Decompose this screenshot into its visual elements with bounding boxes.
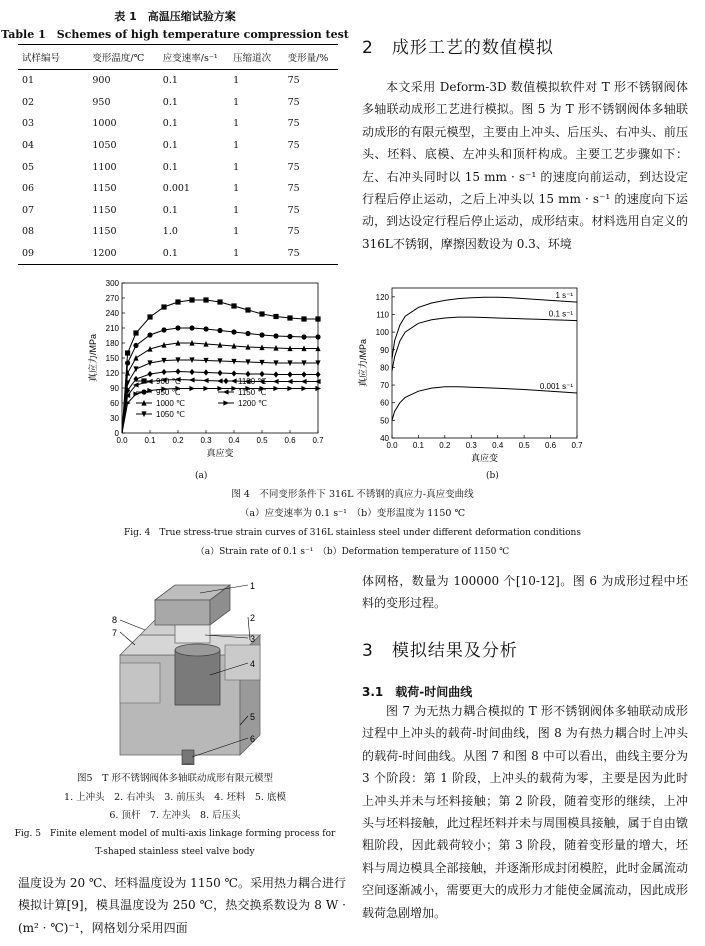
front-press-head	[175, 625, 210, 643]
callout-8: 8	[112, 615, 118, 625]
x-tick-label: 0.1	[144, 436, 156, 445]
data-point	[141, 389, 146, 394]
x-axis-label: 真应变	[470, 453, 499, 463]
table-cell: 75	[287, 183, 300, 195]
fig5-legend-2: 6. 顶杆 7. 左冲头 8. 后压头	[109, 810, 241, 821]
x-tick-label: 0.0	[116, 436, 128, 445]
table-cell: 1150	[92, 204, 117, 216]
table-cell: 0.1	[162, 118, 178, 130]
data-point	[315, 371, 320, 377]
y-tick-label: 0	[114, 429, 119, 438]
compression-test-table	[18, 44, 338, 265]
data-point	[231, 303, 236, 308]
fig4-caption-en: Fig. 4 True stress-true strain curves of 316L stainless steel under different deformation conditions	[124, 528, 581, 538]
table-cell: 900	[92, 75, 111, 87]
callout-6: 6	[250, 734, 256, 744]
table-cell: 1	[233, 204, 240, 216]
left-punch	[120, 663, 160, 703]
series	[122, 357, 321, 433]
fig4-subcaption-en: （a）Strain rate of 0.1 s⁻¹ （b）Deformation temperature of 1150 ℃	[195, 547, 510, 557]
data-point	[189, 297, 194, 302]
x-tick-label: 0.4	[228, 436, 240, 445]
table-cell: 0.001	[162, 183, 190, 195]
y-tick-label: 80	[380, 363, 389, 373]
fig5-caption-en-2: T-shaped stainless steel valve body	[95, 847, 255, 857]
section2-paragraph: 本文采用 Deform-3D 数值模拟软件对 T 形不锈钢阀体多轴联动成形工艺进行模拟。图 5 为 T 形不锈钢阀体多轴联动成形的有限元模型，主要由上冲头、后压头、右冲头、前压头、坯料、底模、左冲头和顶杆构成。主要工艺步骤如下：左、右冲头同时以 15 mm · s⁻¹ 的速度向前运动，到达设定行程后停止运动，之后上冲头以 15 mm · s⁻¹ 的速度向下运动，到达设定行程后停止运动，成形结束。材料选用自定义的316L不锈钢，摩擦因数设为 0.3、环境	[362, 80, 688, 251]
x-tick-label: 0.4	[492, 441, 504, 450]
data-point	[273, 333, 278, 338]
table-cell: 1000	[92, 118, 117, 130]
legend-entry: 1200 ℃	[238, 399, 268, 408]
data-point	[231, 329, 236, 334]
table-row	[18, 156, 338, 178]
y-tick-label: 110	[376, 310, 389, 320]
chart-b-stress-strain-rate	[350, 280, 600, 480]
legend	[136, 377, 267, 419]
section2-text	[362, 76, 688, 255]
right-mid-text	[362, 570, 688, 615]
plot-frame	[122, 283, 318, 433]
fig5-caption-en-1: Fig. 5 Finite element model of multi-axis linkage forming process for	[14, 829, 336, 839]
data-point	[273, 371, 278, 377]
data-point	[315, 316, 320, 321]
x-tick-label: 0.2	[172, 436, 184, 445]
y-tick-label: 210	[105, 324, 119, 333]
data-point	[217, 386, 223, 391]
y-tick-label: 120	[105, 369, 119, 378]
table-cell: 02	[22, 96, 35, 108]
data-point	[175, 325, 180, 330]
table-header-cell: 试样编号	[18, 45, 88, 70]
data-point	[203, 297, 208, 302]
series-label: 0.001 s⁻¹	[539, 382, 573, 391]
data-point	[189, 377, 195, 382]
table-cell: 75	[287, 226, 300, 238]
table-cell: 09	[18, 243, 88, 265]
data-point	[189, 386, 195, 391]
panel-a-label: (a)	[195, 471, 208, 481]
y-tick-label: 180	[105, 339, 119, 348]
data-point	[301, 386, 307, 391]
table-body	[18, 70, 338, 265]
data-point	[287, 315, 292, 320]
legend-entry: 1150 ℃	[238, 388, 267, 397]
data-point	[147, 332, 152, 337]
x-tick-label: 0.7	[571, 441, 583, 450]
data-point	[217, 328, 222, 333]
table-cell: 1.0	[162, 226, 178, 238]
data-point	[301, 371, 306, 377]
ejector-rod	[182, 750, 194, 765]
x-axis-label: 真应变	[206, 448, 234, 458]
table-row	[18, 178, 338, 200]
y-tick-label: 120	[375, 292, 389, 302]
y-tick-label: 270	[105, 294, 119, 303]
data-point	[273, 386, 279, 391]
y-tick-label: 70	[380, 381, 389, 391]
y-tick-label: 300	[105, 279, 119, 288]
fig4-caption-cn: 图 4 不同变形条件下 316L 不锈钢的真应力-真应变曲线	[231, 489, 474, 500]
x-tick-label: 0.0	[386, 441, 398, 450]
data-point	[287, 334, 292, 339]
billet	[175, 650, 220, 705]
table-row	[18, 200, 338, 222]
left-bottom-paragraph: 温度设为 20 ℃、坯料温度设为 1150 ℃。采用热力耦合进行模拟计算[9]，模具温度设为 250 ℃，热交换系数设为 8 W · (m² · ℃)⁻¹，网格划分采用四面	[18, 876, 346, 935]
data-point	[231, 370, 236, 376]
y-tick-label: 40	[380, 434, 389, 443]
table-cell: 06	[22, 183, 35, 195]
data-point	[125, 350, 130, 355]
fe-model-figure	[100, 575, 280, 765]
panel-b-label: (b)	[486, 471, 499, 481]
series	[122, 386, 321, 433]
y-axis-label: 真应力/MPa	[358, 338, 368, 388]
x-tick-label: 0.1	[412, 441, 424, 450]
legend-entry: 1000 ℃	[156, 399, 186, 408]
table-cell: 0.1	[162, 96, 178, 108]
data-point	[133, 343, 138, 348]
x-tick-label: 0.2	[439, 441, 451, 450]
table-row	[18, 113, 338, 135]
table-cell: 1200	[88, 243, 158, 265]
callout-2: 2	[250, 613, 256, 623]
y-tick-label: 90	[380, 345, 389, 355]
table-cell: 1	[233, 183, 240, 195]
y-axis-label: 真应力/MPa	[88, 333, 98, 383]
table-cell: 1150	[92, 183, 117, 195]
table-cell: 1150	[92, 226, 117, 238]
series	[392, 387, 577, 421]
table-cell: 0.1	[159, 243, 229, 265]
table-cell: 1100	[92, 161, 117, 173]
data-point	[147, 314, 152, 319]
data-point	[259, 332, 264, 337]
callout-4: 4	[250, 659, 256, 669]
y-tick-label: 240	[105, 309, 119, 318]
table-cell: 950	[92, 96, 111, 108]
table-cell: 0.1	[162, 140, 178, 152]
data-point	[203, 378, 209, 383]
data-point	[161, 369, 166, 375]
series	[122, 340, 321, 433]
table-cell: 1	[229, 243, 283, 265]
table-cell: 75	[287, 75, 300, 87]
data-point	[301, 316, 306, 321]
table-header-row	[18, 45, 338, 70]
table-cell: 08	[22, 226, 35, 238]
data-point	[259, 311, 264, 316]
table-caption-cn: 表 1 高温压缩试验方案	[114, 10, 236, 23]
table-row	[18, 243, 338, 265]
data-point	[245, 307, 250, 312]
legend-entry: 900 ℃	[156, 377, 181, 386]
table-cell: 05	[22, 161, 35, 173]
table-cell: 75	[287, 96, 300, 108]
table-cell: 04	[22, 140, 35, 152]
section3-heading: 3 模拟结果及分析	[362, 641, 518, 661]
section3-paragraph: 图 7 为无热力耦合模拟的 T 形不锈钢阀体多轴联动成形过程中上冲头的载荷-时间曲线，图 8 为有热力耦合时上冲头的载荷-时间曲线。从图 7 和图 8 中可以看出，曲线主要分为 3 个阶段：第 1 阶段，上冲头的载荷为零，主要是因为此时上冲头并未与坯料接触；第 2 阶段，随着变形的继续，上冲头与坯料接触，此过程坯料并未与周围模具接触，属于自由镦粗阶段，因此载荷较小；第 3 阶段，随着变形量的增大，坯料与周边模具全部接触，并逐渐形成封闭模腔，此时金属流动空间逐渐减小，需要更大的成形力才能使金属流动，因此成形载荷急剧增加。	[362, 704, 688, 920]
table-cell: 75	[287, 118, 300, 130]
data-point	[287, 386, 293, 391]
series	[122, 377, 321, 433]
table-cell: 1	[233, 226, 240, 238]
series	[392, 317, 577, 371]
data-point	[223, 378, 228, 384]
table-caption-en: Table 1 Schemes of high temperature compression test	[1, 28, 349, 41]
table-cell: 75	[287, 140, 300, 152]
data-point	[223, 389, 229, 394]
callout-5: 5	[250, 712, 256, 722]
y-tick-label: 60	[380, 398, 389, 408]
data-point	[175, 368, 180, 374]
table-cell: 0.1	[162, 75, 178, 87]
data-point	[161, 304, 166, 309]
series	[122, 368, 321, 433]
table-cell: 75	[287, 204, 300, 216]
y-tick-label: 30	[110, 414, 119, 423]
section3-1-heading: 3.1 载荷-时间曲线	[362, 685, 473, 699]
table-cell: 03	[22, 118, 35, 130]
legend-entry: 950 ℃	[156, 388, 181, 397]
series-line	[392, 317, 577, 371]
legend-entry: 1050 ℃	[156, 410, 186, 419]
y-tick-label: 60	[110, 399, 119, 408]
data-point	[301, 334, 306, 339]
data-point	[287, 371, 292, 377]
data-point	[203, 369, 208, 375]
table-header-cell: 变形温度/℃	[88, 45, 158, 70]
x-tick-label: 0.6	[545, 441, 557, 450]
table-cell: 1	[233, 140, 240, 152]
series-line	[392, 387, 577, 421]
x-tick-label: 0.7	[312, 436, 324, 445]
table-cell: 1	[233, 75, 240, 87]
callout-3: 3	[250, 634, 256, 644]
data-point	[161, 327, 166, 332]
data-point	[133, 355, 138, 361]
fig5-caption-cn: 图5 T 形不锈钢阀体多轴联动成形有限元模型	[77, 773, 273, 784]
fig4-subcaption-cn: （a）应变速率为 0.1 s⁻¹ （b）变形温度为 1150 ℃	[239, 508, 466, 519]
data-point	[125, 360, 130, 365]
left-bottom-text	[18, 872, 346, 939]
table-cell: 0.1	[162, 161, 178, 173]
y-tick-label: 100	[375, 328, 389, 338]
data-point	[301, 379, 307, 384]
table-header-cell: 应变速率/s⁻¹	[159, 45, 229, 70]
table-header-cell: 压缩道次	[229, 45, 283, 70]
table-cell: 1050	[92, 140, 117, 152]
data-point	[273, 314, 278, 319]
table-cell: 75	[284, 243, 338, 265]
series	[392, 297, 577, 358]
data-point	[217, 370, 222, 376]
table-row	[18, 221, 338, 243]
table-cell: 01	[22, 75, 35, 87]
section2-heading: 2 成形工艺的数值模拟	[362, 38, 554, 58]
series-label: 1 s⁻¹	[555, 291, 573, 301]
data-point	[189, 369, 194, 375]
data-point	[133, 382, 139, 387]
data-point	[245, 331, 250, 336]
data-point	[223, 400, 229, 405]
y-tick-label: 90	[110, 384, 119, 393]
fig5-legend-1: 1. 上冲头 2. 右冲头 3. 前压头 4. 坯料 5. 底模	[64, 792, 286, 803]
table-cell: 0.1	[162, 204, 178, 216]
data-point	[141, 378, 146, 383]
chart-a-stress-strain-temperature	[80, 275, 338, 485]
data-point	[147, 371, 152, 377]
data-point	[273, 379, 279, 384]
data-point	[315, 334, 320, 339]
table-row	[18, 135, 338, 157]
callout-7: 7	[112, 628, 118, 638]
data-point	[203, 326, 208, 331]
table-cell: 75	[287, 161, 300, 173]
series-label: 0.1 s⁻¹	[548, 309, 573, 319]
table-cell: 07	[22, 204, 35, 216]
data-point	[231, 386, 237, 391]
table-cell: 1	[233, 118, 240, 130]
x-tick-label: 0.5	[518, 441, 530, 450]
data-point	[189, 325, 194, 330]
series	[122, 297, 321, 433]
data-point	[133, 330, 138, 335]
series-line	[392, 297, 577, 358]
y-tick-label: 50	[380, 416, 389, 426]
table-cell: 1	[233, 96, 240, 108]
y-tick-label: 150	[105, 354, 119, 363]
table-header-cell: 变形量/%	[284, 45, 338, 70]
table-cell: 1	[233, 161, 240, 173]
right-mid-paragraph: 体网格，数量为 100000 个[10-12]。图 6 为成形过程中坯料的变形过程。	[362, 574, 688, 611]
section3-text	[362, 700, 688, 924]
callout-1: 1	[250, 581, 256, 591]
table-row	[18, 70, 338, 92]
x-tick-label: 0.6	[284, 436, 296, 445]
x-tick-label: 0.3	[465, 441, 477, 450]
data-point	[203, 386, 209, 391]
legend-entry: 1100 ℃	[238, 377, 267, 386]
x-tick-label: 0.3	[200, 436, 212, 445]
data-point	[217, 299, 222, 304]
data-point	[287, 379, 293, 384]
series-line	[122, 389, 318, 434]
table-row	[18, 92, 338, 114]
data-point	[175, 299, 180, 304]
x-tick-label: 0.5	[256, 436, 268, 445]
